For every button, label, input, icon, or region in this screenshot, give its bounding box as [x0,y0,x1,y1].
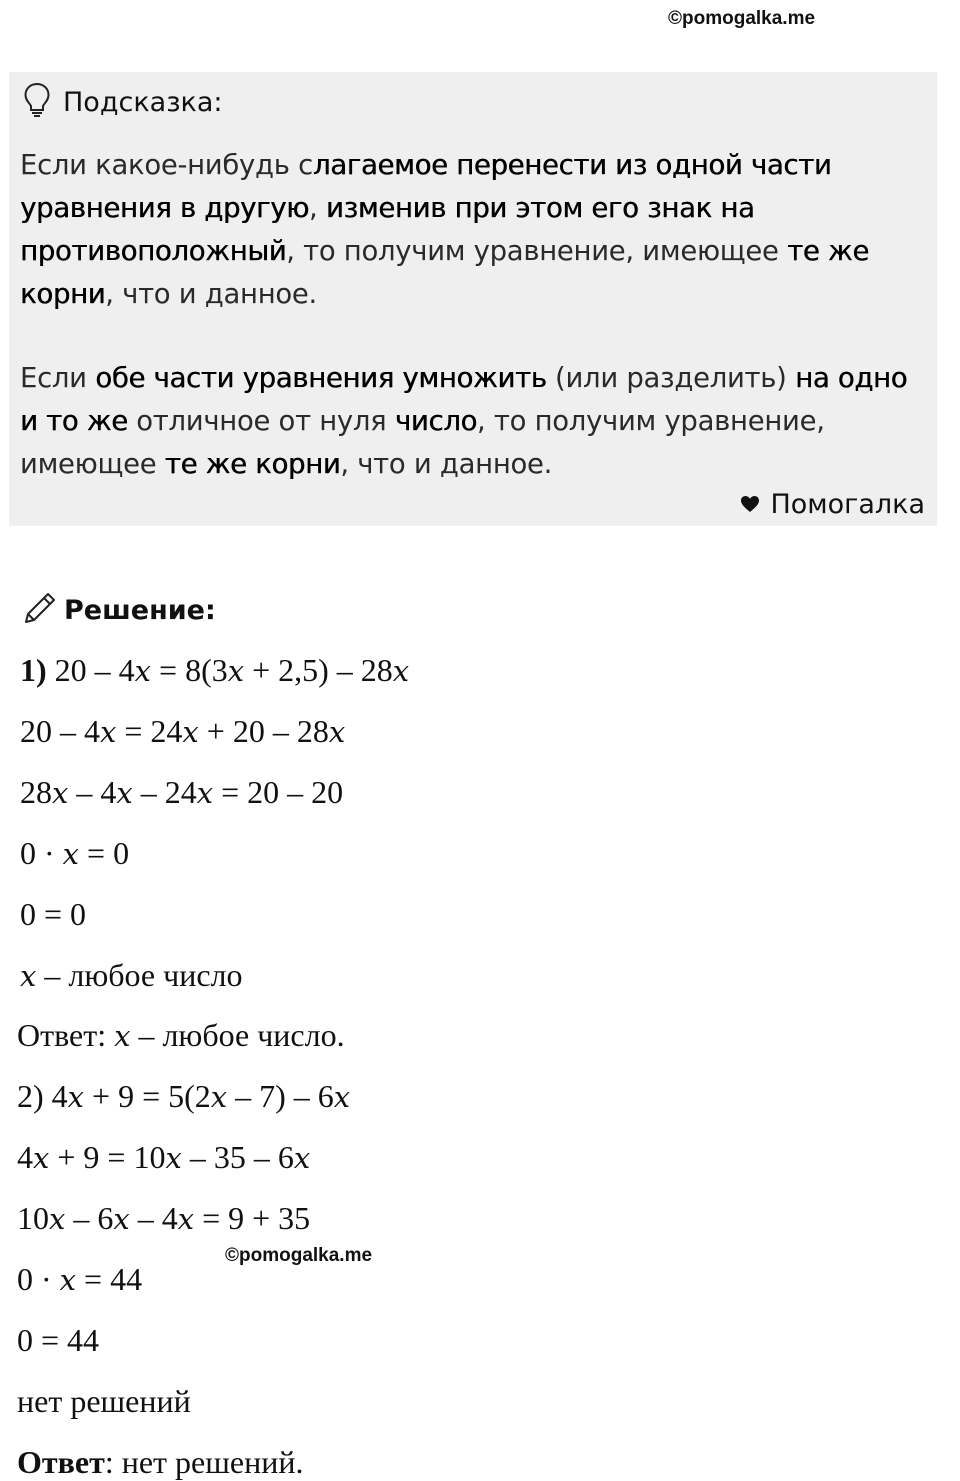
task2-answer [17,1444,303,1481]
math-text: 0 = 0 [20,895,87,932]
plain-text: отличное от нуля [127,405,395,437]
math-text: – 24 [132,773,197,810]
task1-step5 [20,957,243,994]
task2-equation [17,1078,350,1115]
math-text: – любое число [36,956,243,993]
math-text: – любое число. [130,1017,345,1054]
emphasis-text: те же корни [20,235,869,310]
plain-text: Если какое-нибудь с [20,149,313,181]
math-text: – 7) – 6 [227,1078,334,1115]
math-text: 0 · [17,1261,60,1297]
math-text: = 20 – 20 [213,773,344,810]
variable: x [33,1141,50,1176]
variable: x [196,775,214,810]
task1-step3 [20,835,129,872]
math-text: 2) 4 [17,1078,68,1115]
task1-answer [17,1017,345,1054]
math-text: 20 – 4 [20,712,100,749]
variable: x [67,1080,85,1115]
math-text: 4 [17,1139,33,1176]
variable: x [114,1019,131,1054]
variable: x [62,836,80,871]
variable: x [52,775,69,810]
math-text: 10 [17,1200,49,1237]
emphasis-text: те же корни [164,448,341,480]
math-text: 20 – 4 [46,652,135,688]
math-text: = 44 [76,1261,143,1297]
hint-title: Подсказка: [63,86,223,118]
math-text: + 9 = 10 [49,1139,166,1176]
variable: x [59,1263,77,1297]
hint-box [9,72,937,526]
variable: x [116,775,133,810]
plain-text: Если [20,362,96,394]
math-text: 1) [20,652,47,688]
math-text: – 6 [65,1200,114,1237]
math-text: + 2,5) – 28 [244,652,393,688]
pencil-icon [22,590,64,630]
task1-step1 [20,713,345,750]
variable: x [134,654,152,688]
emphasis-text: обе части уравнения умножить [95,362,547,394]
variable: x [100,714,117,749]
math-text: – 35 – 6 [181,1139,294,1176]
plain-text: (или разделить) [546,362,796,394]
variable: x [328,714,346,749]
task1-step2 [20,774,343,811]
math-text: = 9 + 35 [194,1200,311,1237]
plain-text: , то получим уравнение, имеющее [20,405,825,480]
solution-title: Решение: [64,594,216,626]
math-text: 0 · [20,834,63,871]
math-text: Ответ: [17,1017,115,1054]
plain-text: , что и данное. [340,448,553,480]
math-text: : нет решений. [104,1443,304,1480]
variable: x [20,958,37,993]
variable: x [165,1141,182,1176]
hint-paragraph-2 [20,357,932,486]
task2-step1 [17,1139,310,1176]
plain-text: , то получим уравнение, имеющее [286,235,788,267]
task2-step2 [17,1200,310,1237]
math-text: = 0 [79,834,130,871]
task2-step4 [17,1322,99,1359]
watermark-top: ©pomogalka.me [668,8,816,29]
variable: x [293,1141,311,1176]
math-text: 28 [20,773,52,810]
hint-header [23,82,223,122]
math-text: = 8(3 [151,652,228,688]
signature-text: Помогалка [770,489,925,520]
heart-icon [740,489,770,520]
watermark-middle: ©pomogalka.me [225,1245,373,1266]
task2-step3 [17,1261,142,1298]
variable: x [177,1202,195,1237]
task1-equation [20,652,409,689]
emphasis-text: изменив при этом его знак на противоположный [20,192,755,267]
plain-text: , что и данное. [105,278,317,310]
math-text: + 20 – 28 [198,712,329,749]
solution-header [22,590,216,630]
math-text: – 4 [129,1200,178,1237]
math-text: Ответ [17,1443,105,1480]
math-text: 0 = 44 [17,1321,100,1358]
math-text: + 9 = 5(2 [84,1078,211,1115]
task1-step4 [20,896,86,933]
hint-signature [740,489,925,520]
emphasis-text: число [394,405,478,437]
variable: x [49,1202,66,1237]
math-text: = 24 [116,712,183,749]
hint-paragraph-1 [20,144,932,316]
task2-step5 [17,1383,191,1420]
variable: x [392,654,410,688]
math-text: – 4 [68,773,117,810]
plain-text: , [309,192,326,224]
variable: x [210,1080,228,1115]
variable: x [227,654,245,688]
emphasis-text: лагаемое перенести из одной части уравнения в другую [20,149,832,224]
variable: x [182,714,199,749]
variable: x [333,1080,351,1115]
lightbulb-icon [23,82,63,122]
math-text: нет решений [17,1382,191,1419]
emphasis-text: на одно и то же [20,362,908,437]
variable: x [113,1202,130,1237]
